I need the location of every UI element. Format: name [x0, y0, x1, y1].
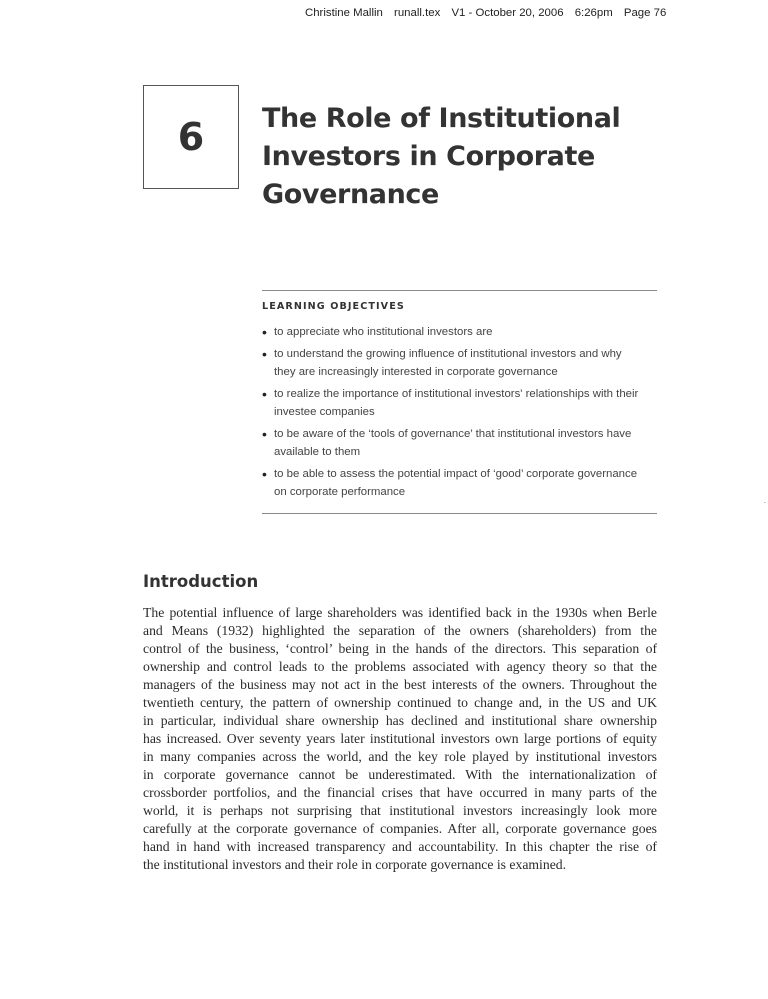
learning-objectives-heading: LEARNING OBJECTIVES — [262, 301, 405, 312]
running-head-file: runall.tex — [394, 7, 441, 19]
bullet-icon: • — [262, 386, 267, 402]
objectives-top-divider — [262, 290, 657, 291]
introduction-paragraph — [143, 604, 657, 874]
paragraph-line: in particular, individual share ownership has declined and institutional share ownership — [143, 713, 657, 728]
paragraph-line: and Means (1932) highlighted the separation of the owners (shareholders) from the — [143, 623, 657, 638]
chapter-number-box — [143, 85, 239, 189]
objective-item — [262, 465, 662, 501]
objectives-bottom-divider — [262, 513, 657, 514]
paragraph-line: in many companies across the world, and the key role played by institutional investors — [143, 749, 657, 764]
chapter-title-line: Governance — [262, 179, 439, 210]
objective-text: available to them — [274, 446, 361, 458]
objective-text: on corporate performance — [274, 486, 406, 498]
paragraph-line: The potential influence of large shareholders was identified back in the 1930s when Berle — [143, 605, 657, 620]
objective-text: to appreciate who institutional investors are — [274, 326, 493, 338]
objective-item — [262, 385, 662, 421]
chapter-title-line: Investors in Corporate — [262, 141, 595, 172]
chapter-number: 6 — [177, 115, 205, 159]
running-head-version-date: V1 - October 20, 2006 — [451, 7, 564, 19]
paragraph-line: hand in hand with increased transparency and accountability. In this chapter the rise of — [143, 839, 657, 854]
bullet-icon: • — [262, 466, 267, 482]
bullet-icon: • — [262, 346, 267, 362]
objective-text: to be aware of the ‘tools of governance’ that institutional investors have — [274, 428, 632, 440]
paragraph-line: twentieth century, the pattern of ownership continued to change and, in the US and UK — [143, 695, 657, 710]
paragraph-line: control of the business, ‘control’ being in the hands of the directors. This separation of — [143, 641, 657, 656]
paragraph-line: crossborder portfolios, and the financial crises that have occurred in many parts of the — [143, 785, 657, 800]
objective-item — [262, 345, 662, 381]
objective-text: they are increasingly interested in corporate governance — [274, 366, 558, 378]
learning-objectives-list — [262, 323, 662, 505]
objective-text: to be able to assess the potential impact of ‘good’ corporate governance — [274, 468, 638, 480]
introduction-heading: Introduction — [143, 572, 259, 591]
paragraph-line: has increased. Over seventy years later institutional investors own large portions of equity — [143, 731, 657, 746]
objective-text: to understand the growing influence of institutional investors and why — [274, 348, 622, 360]
running-head-author: Christine Mallin — [305, 7, 383, 19]
running-head-page: Page 76 — [623, 7, 667, 19]
objective-text: to realize the importance of institutional investors' relationships with their — [274, 388, 639, 400]
paragraph-line: world, it is perhaps not surprising that institutional investors increasingly look more — [143, 803, 657, 818]
bullet-icon: • — [262, 426, 267, 442]
chapter-title — [262, 100, 682, 214]
edge-mark: . — [763, 496, 766, 505]
paragraph-line: managers of the business may not act in the best interests of the owners. Throughout the — [143, 677, 657, 692]
running-head-time: 6:26pm — [574, 7, 613, 19]
objective-item — [262, 425, 662, 461]
paragraph-line: ownership and control leads to the problems associated with agency theory so that the — [143, 659, 657, 674]
objective-text: investee companies — [274, 406, 375, 418]
paragraph-line: in corporate governance cannot be underestimated. With the internationalization of — [143, 767, 657, 782]
running-head — [305, 7, 700, 19]
objective-item — [262, 323, 662, 341]
paragraph-line: the institutional investors and their role in corporate governance is examined. — [143, 857, 567, 872]
paragraph-line: carefully at the corporate governance of companies. After all, corporate governance goes — [143, 821, 657, 836]
chapter-title-line: The Role of Institutional — [262, 103, 621, 134]
bullet-icon: • — [262, 324, 267, 340]
